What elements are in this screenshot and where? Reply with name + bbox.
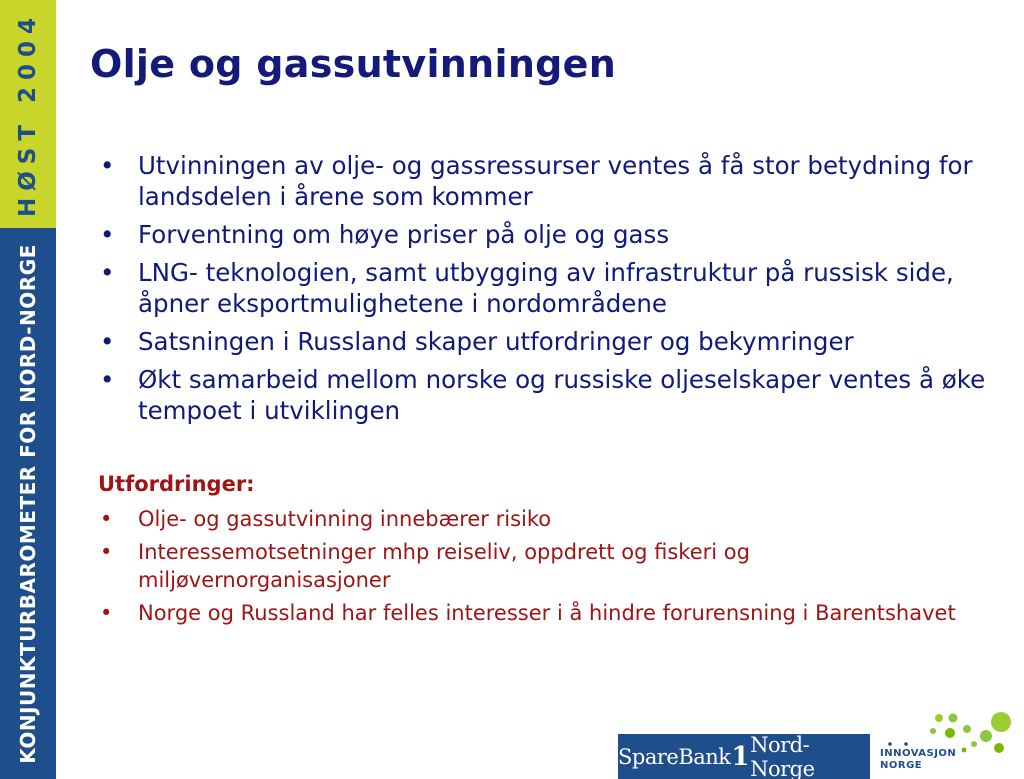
challenges-list bbox=[98, 505, 998, 632]
sidebar-publication-label: KONJUNKTURBAROMETER FOR NORD-NORGE bbox=[16, 243, 40, 764]
challenge-item bbox=[98, 538, 998, 594]
main-bullet-text: LNG- teknologien, samt utbygging av infrastruktur på russisk side, åpner eksportmulighetene i nordområdene bbox=[138, 258, 954, 318]
innovasjon-norge-logo-text bbox=[880, 748, 956, 772]
sidebar-season-label: HØST 2004 bbox=[15, 10, 42, 218]
main-bullet-list bbox=[98, 150, 1008, 433]
sparebank-logo-part2: Nord-Norge bbox=[750, 732, 815, 779]
bullet-icon: • bbox=[100, 365, 115, 394]
main-bullet-text: Satsningen i Russland skaper utfordringer og bekymringer bbox=[138, 327, 854, 356]
challenge-text: Olje- og gassutvinning innebærer risiko bbox=[138, 507, 552, 531]
innovasjon-norge-line2: NORGE bbox=[880, 760, 923, 771]
bullet-icon: • bbox=[100, 507, 113, 531]
main-bullet-text: Forventning om høye priser på olje og gass bbox=[138, 220, 670, 249]
challenge-item bbox=[98, 599, 998, 627]
bullet-icon: • bbox=[100, 327, 115, 356]
sparebank-logo-part1: SpareBank bbox=[618, 744, 731, 769]
slide-title: Olje og gassutvinningen bbox=[90, 42, 617, 86]
challenges-heading: Utfordringer: bbox=[98, 472, 255, 496]
challenge-text: Norge og Russland har felles interesser i å hindre forurensning i Barentshavet bbox=[138, 601, 956, 625]
main-bullet-item bbox=[98, 219, 1008, 250]
challenge-text: Interessemotsetninger mhp reiseliv, oppdrett og fiskeri og miljøvernorganisasjoner bbox=[138, 540, 750, 592]
main-bullet-text: Utvinningen av olje- og gassressurser ventes å få stor betydning for landsdelen i årene som kommer bbox=[138, 151, 973, 211]
sparebank-logo-one: 1 bbox=[731, 741, 750, 772]
challenge-item bbox=[98, 505, 998, 533]
bullet-icon: • bbox=[100, 258, 115, 287]
sparebank-logo bbox=[618, 734, 870, 779]
bullet-icon: • bbox=[100, 540, 113, 564]
bullet-icon: • bbox=[100, 220, 115, 249]
main-bullet-text: Økt samarbeid mellom norske og russiske oljeselskaper ventes å øke tempoet i utviklingen bbox=[138, 365, 986, 425]
main-bullet-item bbox=[98, 326, 1008, 357]
sidebar-season-label-wrap bbox=[0, 0, 56, 228]
main-bullet-item bbox=[98, 364, 1008, 426]
sidebar bbox=[0, 0, 56, 779]
main-bullet-item bbox=[98, 257, 1008, 319]
main-bullet-item bbox=[98, 150, 1008, 212]
sidebar-publication-label-wrap bbox=[0, 228, 56, 779]
bullet-icon: • bbox=[100, 601, 113, 625]
innovasjon-norge-line1: INNOVASJON bbox=[880, 748, 957, 759]
bullet-icon: • bbox=[100, 151, 115, 180]
